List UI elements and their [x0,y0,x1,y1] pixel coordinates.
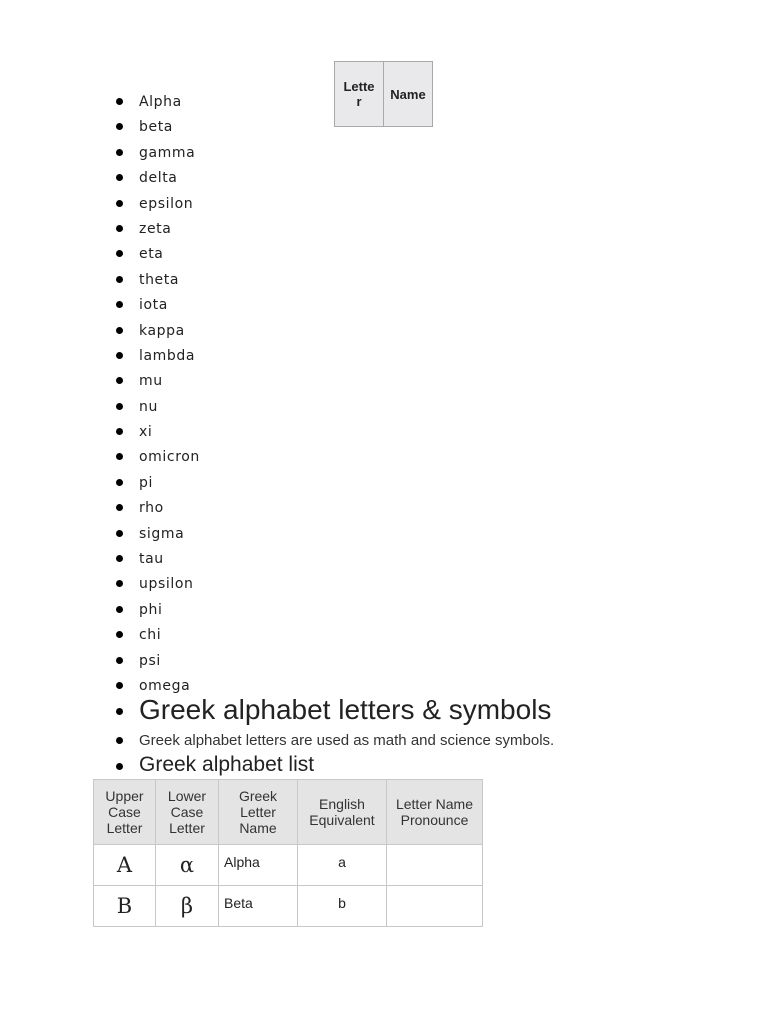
lower-case-header: Lower Case Letter [156,780,219,845]
lower-case-cell: β [156,886,219,927]
upper-case-header: Upper Case Letter [94,780,156,845]
table-row [94,886,483,927]
list-item: tau [113,548,200,573]
pronounce-cell [387,845,483,886]
table-row [94,845,483,886]
greek-alphabet-table [93,779,483,927]
letter-name-table [334,61,433,127]
table-header-row [335,62,433,127]
list-item: xi [113,421,200,446]
list-item: theta [113,269,200,294]
upper-case-cell: Β [94,886,156,927]
list-item: iota [113,294,200,319]
list-item: delta [113,167,200,192]
pronounce-header: Letter Name Pronounce [387,780,483,845]
letter-header: Lette r [335,62,384,127]
greek-name-header: Greek Letter Name [219,780,298,845]
list-item: eta [113,243,200,268]
greek-name-cell: Beta [219,886,298,927]
list-item: mu [113,370,200,395]
list-item: gamma [113,142,200,167]
list-item: phi [113,599,200,624]
list-heading: Greek alphabet list [113,752,314,778]
list-item: Alpha [113,91,200,116]
list-item: lambda [113,345,200,370]
intro-text: Greek alphabet letters are used as math and science symbols. [113,731,554,751]
english-equivalent-header: English Equivalent [298,780,387,845]
lower-case-cell: α [156,845,219,886]
list-item: epsilon [113,193,200,218]
list-item: upsilon [113,573,200,598]
list-item: omega [113,675,200,700]
list-item: omicron [113,446,200,471]
list-item: zeta [113,218,200,243]
list-item: beta [113,116,200,141]
english-equivalent-cell: b [298,886,387,927]
table-header-row [94,780,483,845]
pronounce-cell [387,886,483,927]
english-equivalent-cell: a [298,845,387,886]
list-item: kappa [113,320,200,345]
upper-case-cell: Α [94,845,156,886]
greek-name-cell: Alpha [219,845,298,886]
list-item: sigma [113,523,200,548]
list-item: psi [113,650,200,675]
list-item: nu [113,396,200,421]
main-heading: Greek alphabet letters & symbols [113,693,551,727]
list-item: pi [113,472,200,497]
greek-letter-list [113,91,200,700]
name-header: Name [384,62,433,127]
list-item: chi [113,624,200,649]
list-item: rho [113,497,200,522]
